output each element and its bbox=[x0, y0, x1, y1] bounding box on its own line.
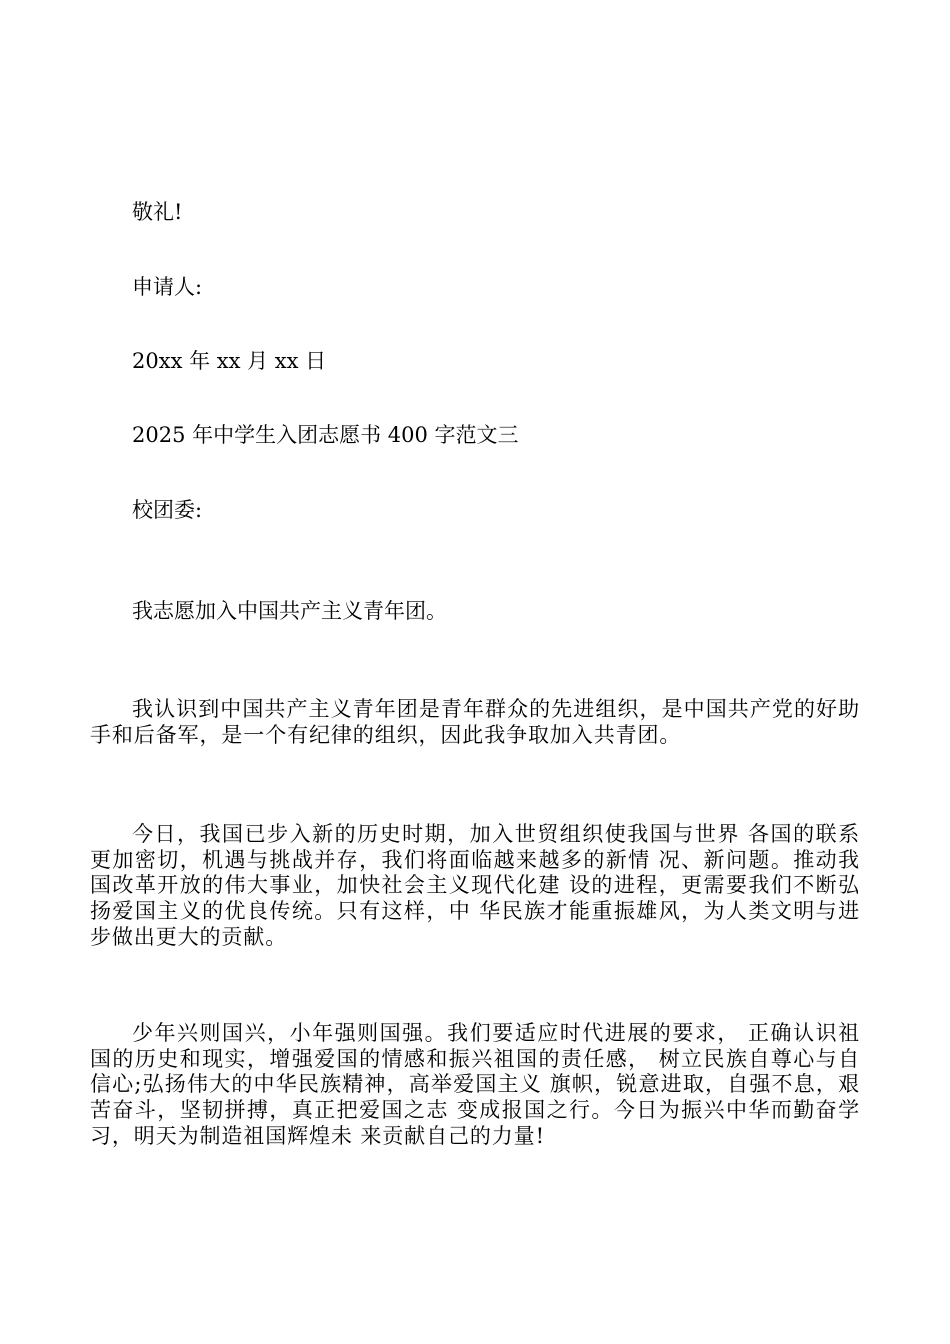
applicant-label: 申请人: bbox=[132, 275, 203, 299]
section-title: 2025 年中学生入团志愿书 400 字范文三 bbox=[132, 423, 519, 447]
paragraph-intent: 我志愿加入中国共产主义青年团。 bbox=[132, 599, 447, 623]
paragraph-new-era: 今日，我国已步入新的历史时期，加入世贸组织使我国与世界 各国的联系更加密切，机遇与挑战并存，我们将面临越来越多的新情 况、新问题。推动我国改革开放的伟大事业，加快社会主义现代化建 设的进程，更需要我们不断弘扬爱国主义的优良传统。只有这样，中 华民族才能重振雄风，为人类文明与进步做出更大的贡献。 bbox=[90, 822, 860, 949]
paragraph-youth: 少年兴则国兴，小年强则国强。我们要适应时代进展的要求， 正确认识祖国的历史和现实，增强爱国的情感和振兴祖国的责任感， 树立民族自尊心与自信心;弘扬伟大的中华民族精神，高举爱国主义 旗帜，锐意进取，自强不息，艰苦奋斗，坚韧拼搏，真正把爱国之志 变成报国之行。今日为振兴中华而勤奋学习，明天为制造祖国辉煌未 来贡献自己的力量! bbox=[90, 1021, 860, 1148]
letter-closing: 敬礼! bbox=[132, 200, 183, 224]
paragraph-understanding: 我认识到中国共产主义青年团是青年群众的先进组织，是中国共产党的好助手和后备军，是一个有纪律的组织，因此我争取加入共青团。 bbox=[90, 697, 860, 747]
letter-date: 20xx 年 xx 月 xx 日 bbox=[132, 349, 327, 373]
salutation: 校团委: bbox=[132, 498, 203, 522]
